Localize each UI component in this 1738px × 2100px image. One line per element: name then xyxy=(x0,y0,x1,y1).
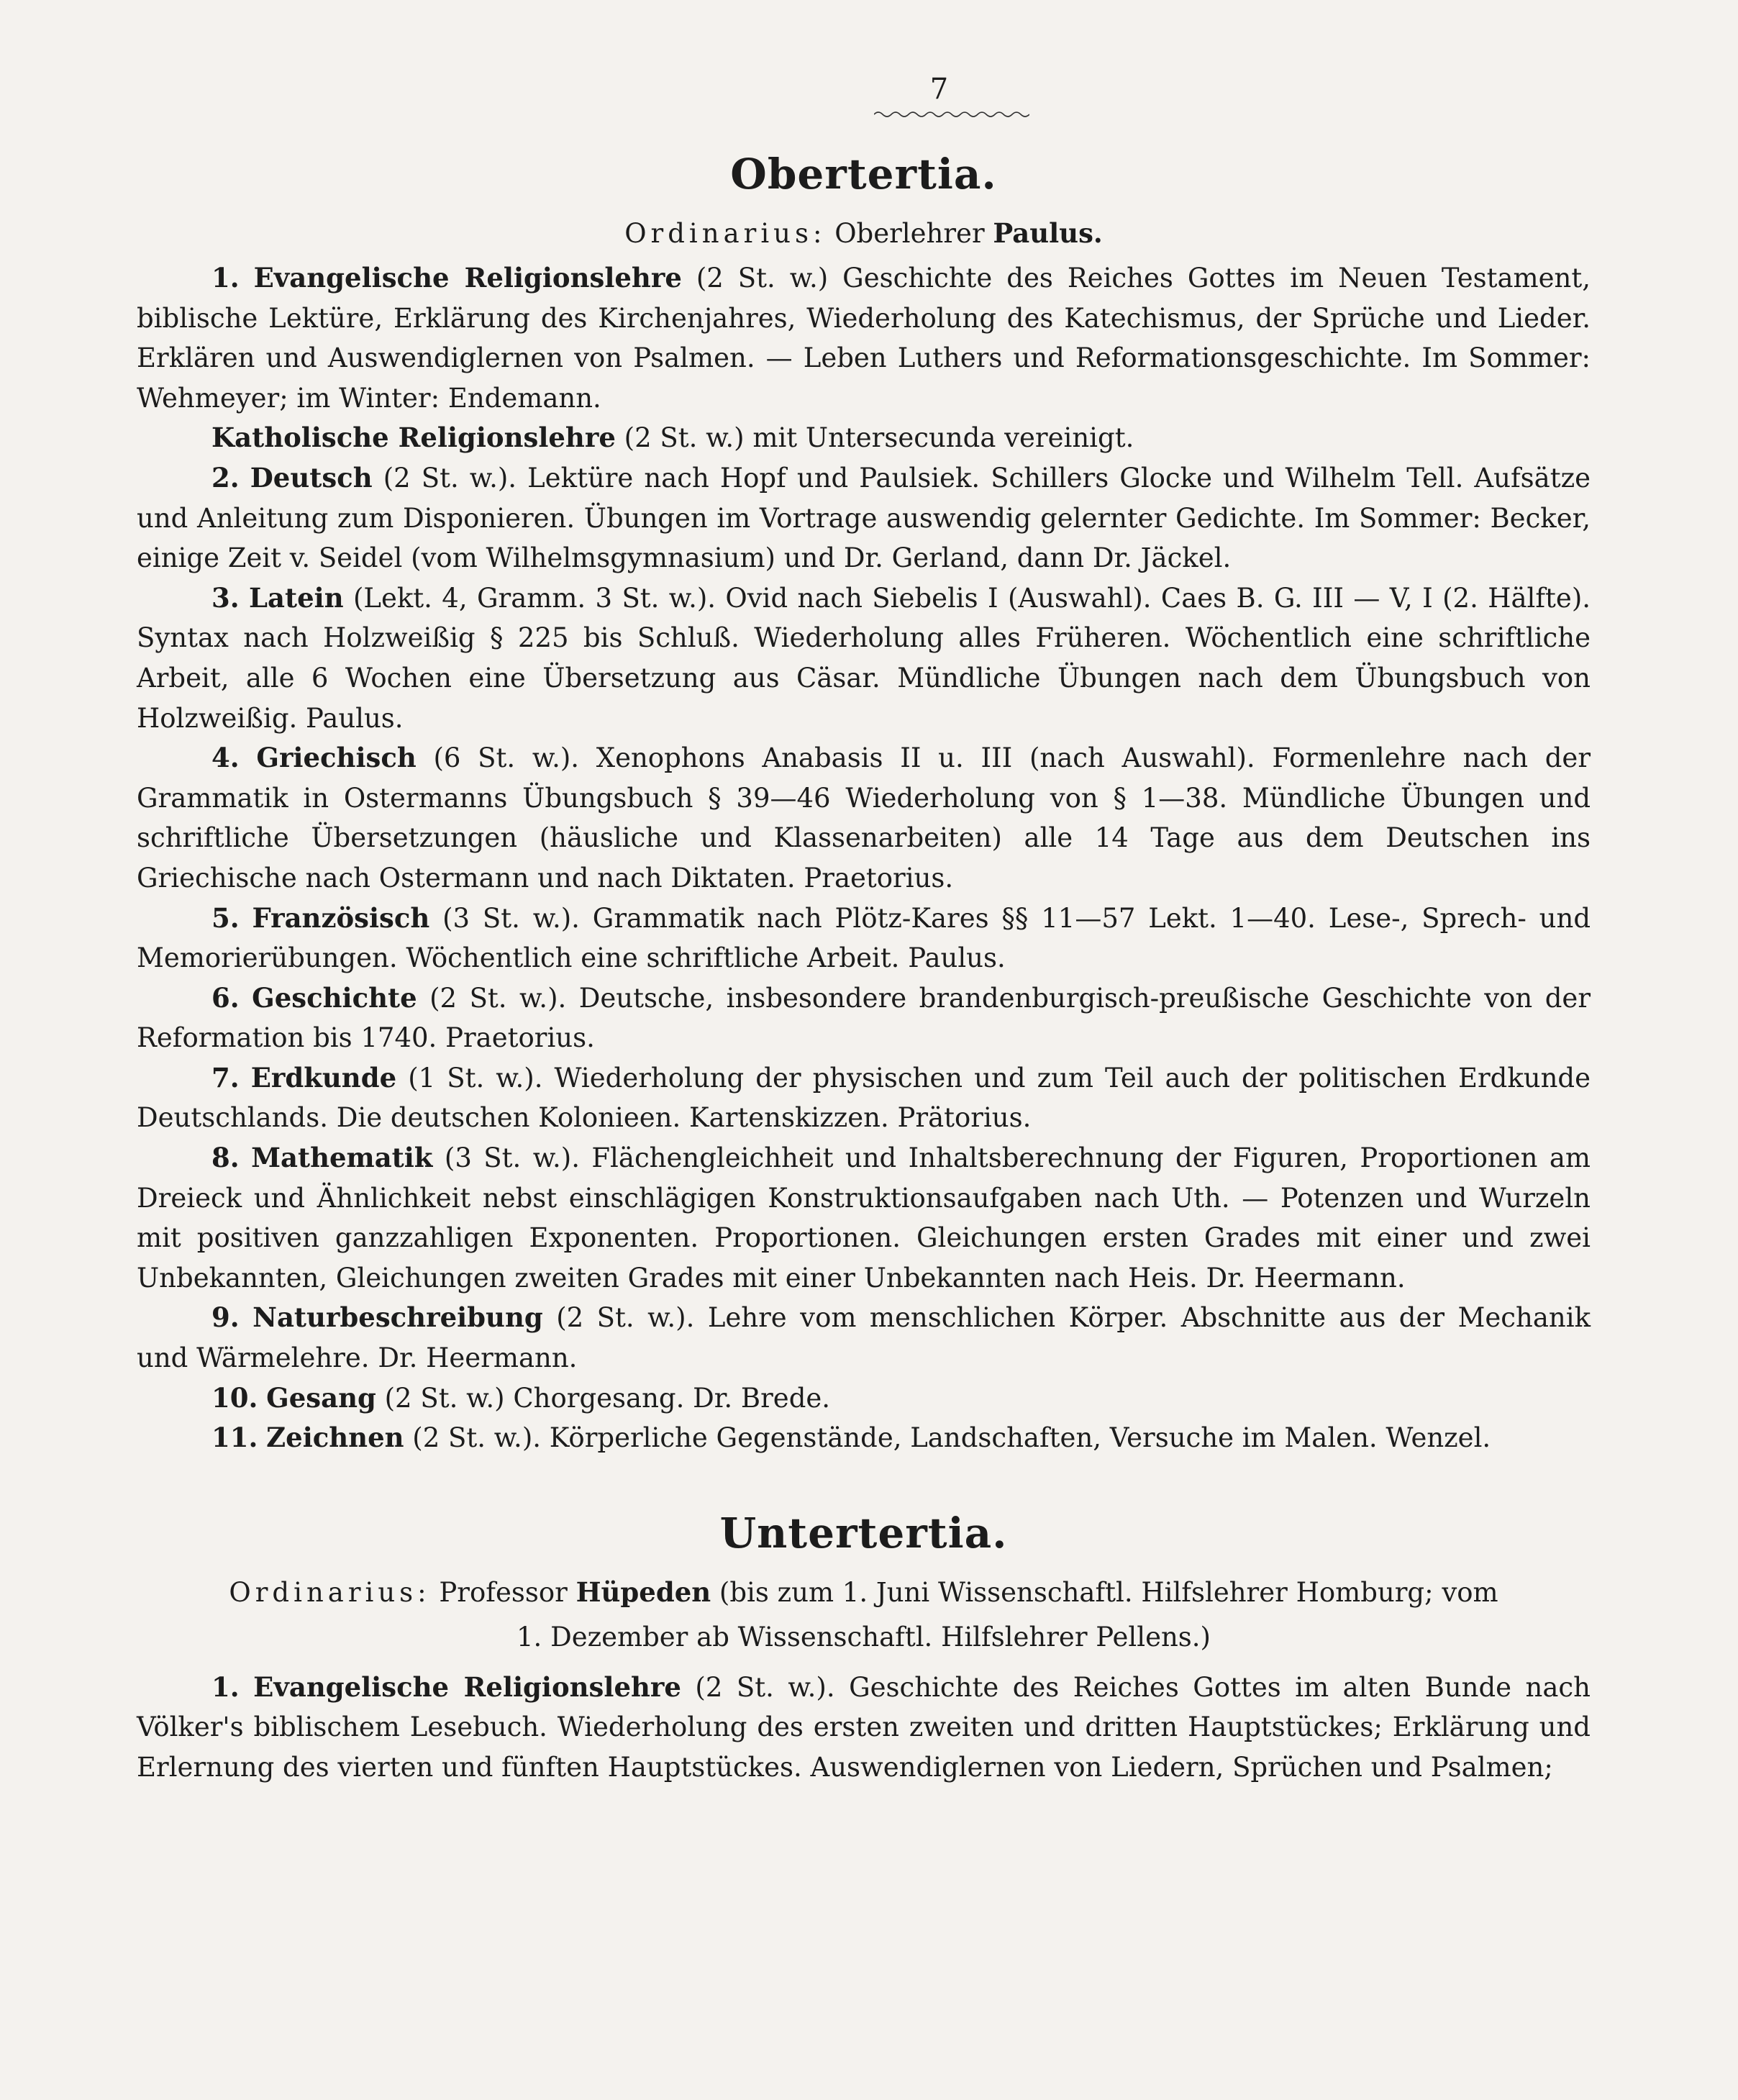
ordinarius-label: Ordinarius: xyxy=(229,1576,431,1608)
curriculum-entry xyxy=(137,1058,1591,1138)
entry-subject: Mathematik xyxy=(251,1142,433,1174)
entry-number: 1. xyxy=(211,262,240,294)
curriculum-entry xyxy=(137,418,1591,458)
entry-subject: Gesang xyxy=(266,1381,376,1414)
entry-number: 10. xyxy=(211,1381,258,1414)
ordinarius-role: Oberlehrer xyxy=(834,218,985,249)
entry-number: 2. xyxy=(211,461,240,494)
entry-text: (1 St. w.). Wiederholung der physischen und zum Teil auch der politischen Erdkunde Deutschlands. Die deutschen Kolonieen. Kartenskizzen. Prätorius. xyxy=(137,1062,1591,1134)
curriculum-entry xyxy=(137,1668,1591,1788)
entry-number: 7. xyxy=(211,1061,240,1094)
entry-subject: Erdkunde xyxy=(250,1061,397,1094)
entry-text: (Lekt. 4, Gramm. 3 St. w.). Ovid nach Siebelis I (Auswahl). Caes B. G. III — V, I (2. Hälfte). Syntax nach Holzweißig § 225 bis Schluß. Wiederholung alles Früheren. Wöchentlich eine schriftliche Arbeit, alle 6 Wochen eine Übersetzung aus Cäsar. Mündliche Übungen nach dem Übungsbuch von Holzweißig. Paulus. xyxy=(137,582,1591,734)
entry-text: (6 St. w.). Xenophons Anabasis II u. III (nach Auswahl). Formenlehre nach der Grammatik in Ostermanns Übungsbuch § 39—46 Wiederholung von § 1—38. Mündliche Übungen und schriftliche Übersetzungen (häusliche und Klassenarbeiten) alle 14 Tage aus dem Deutschen ins Griechische nach Ostermann und nach Diktaten. Praetorius. xyxy=(137,742,1591,894)
entry-subject: Zeichnen xyxy=(266,1422,404,1454)
section-title-untertertia: Untertertia. xyxy=(719,1508,1008,1558)
entry-number: 3. xyxy=(211,581,240,614)
entry-text: (3 St. w.). Grammatik nach Plötz-Kares §§ 11—57 Lekt. 1—40. Lese-, Sprech- und Memorierübungen. Wöchentlich eine schriftliche Arbeit. Paulus. xyxy=(137,902,1591,974)
entry-subject: Evangelische Religionslehre xyxy=(253,1671,681,1703)
entry-subject: Geschichte xyxy=(252,981,417,1014)
entry-number: 1. xyxy=(211,1671,240,1703)
curriculum-entry xyxy=(137,258,1591,418)
entry-number: 4. xyxy=(211,742,240,774)
ordinarius-line-untertertia xyxy=(137,1572,1591,1613)
entry-number: 6. xyxy=(211,981,240,1014)
ordinarius-label: Ordinarius: xyxy=(624,218,827,249)
entry-subject: Griechisch xyxy=(256,742,417,774)
entry-subject: Deutsch xyxy=(250,461,373,494)
ordinarius-name: Paulus. xyxy=(993,217,1103,249)
ordinarius-note-line: 1. Dezember ab Wissenschaftl. Hilfslehrer Pellens.) xyxy=(517,1621,1211,1653)
entry-text: (2 St. w.). Lektüre nach Hopf und Paulsiek. Schillers Glocke und Wilhelm Tell. Aufsätze und Anleitung zum Disponieren. Übungen im Vortrage auswendig gelernter Gedichte. Im Sommer: Becker, einige Zeit v. Seidel (vom Wilhelmsgymnasium) und Dr. Gerland, dann Dr. Jäckel. xyxy=(137,462,1591,574)
entry-text: (2 St. w.). Lehre vom menschlichen Körper. Abschnitte aus der Mechanik und Wärmelehre. Dr. Heermann. xyxy=(137,1302,1591,1374)
curriculum-entry xyxy=(137,458,1591,578)
entry-number: 9. xyxy=(211,1301,240,1334)
entry-subject: Katholische Religionslehre xyxy=(211,422,616,454)
entry-text: (2 St. w.). Geschichte des Reiches Gottes im alten Bunde nach Völker's biblischem Lesebuch. Wiederholung des ersten zweiten und dritten Hauptstückes; Erklärung und Erlernung des vierten und fünften Hauptstückes. Auswendiglernen von Liedern, Sprüchen und Psalmen; xyxy=(137,1671,1591,1783)
obertertia-entries xyxy=(137,258,1591,1458)
curriculum-entry xyxy=(137,578,1591,738)
page-number: 7 xyxy=(929,73,949,106)
decorative-squiggle xyxy=(874,109,1029,119)
entry-subject: Evangelische Religionslehre xyxy=(253,262,682,294)
curriculum-entry xyxy=(137,1298,1591,1378)
entry-text: (3 St. w.). Flächengleichheit und Inhaltsberechnung der Figuren, Proportionen am Dreieck und Ähnlichkeit nebst einschlägigen Konstruktionsaufgaben nach Uth. — Potenzen und Wurzeln mit positiven ganzzahligen Exponenten. Proportionen. Gleichungen ersten Grades mit einer und zwei Unbekannten, Gleichungen zweiten Grades mit einer Unbekannten nach Heis. Dr. Heermann. xyxy=(137,1142,1591,1294)
curriculum-entry xyxy=(137,1138,1591,1298)
curriculum-entry xyxy=(137,978,1591,1058)
entry-subject: Französisch xyxy=(252,901,430,934)
entry-text: (2 St. w.) mit Untersecunda vereinigt. xyxy=(624,422,1134,454)
untertertia-entries xyxy=(137,1668,1591,1788)
ordinarius-note: (bis zum 1. Juni Wissenschaftl. Hilfslehrer Homburg; vom xyxy=(719,1576,1498,1608)
entry-subject: Naturbeschreibung xyxy=(252,1301,543,1334)
entry-text: (2 St. w.) Geschichte des Reiches Gottes im Neuen Testament, biblische Lektüre, Erklärung des Kirchenjahres, Wiederholung des Katechismus, der Sprüche und Lieder. Erklären und Auswendiglernen von Psalmen. — Leben Luthers und Reformationsgeschichte. Im Sommer: Wehmeyer; im Winter: Endemann. xyxy=(137,263,1591,414)
curriculum-entry xyxy=(137,899,1591,978)
entry-number: 8. xyxy=(211,1142,240,1174)
curriculum-entry xyxy=(137,738,1591,898)
entry-text: (2 St. w.) Chorgesang. Dr. Brede. xyxy=(384,1382,831,1414)
curriculum-entry xyxy=(137,1418,1591,1458)
ordinarius-role: Professor xyxy=(439,1576,568,1608)
entry-text: (2 St. w.). Deutsche, insbesondere brandenburgisch-preußische Geschichte von der Reformation bis 1740. Praetorius. xyxy=(137,982,1591,1054)
ordinarius-line-obertertia xyxy=(137,213,1591,254)
curriculum-entry xyxy=(137,1378,1591,1419)
entry-text: (2 St. w.). Körperliche Gegenstände, Landschaften, Versuche im Malen. Wenzel. xyxy=(412,1422,1491,1454)
section-gap xyxy=(137,1458,1591,1507)
entry-number: 11. xyxy=(211,1422,258,1454)
entry-subject: Latein xyxy=(249,581,344,614)
entry-number: 5. xyxy=(211,901,240,934)
ordinarius-name: Hüpeden xyxy=(575,1576,711,1608)
section-title-obertertia: Obertertia. xyxy=(730,150,997,199)
